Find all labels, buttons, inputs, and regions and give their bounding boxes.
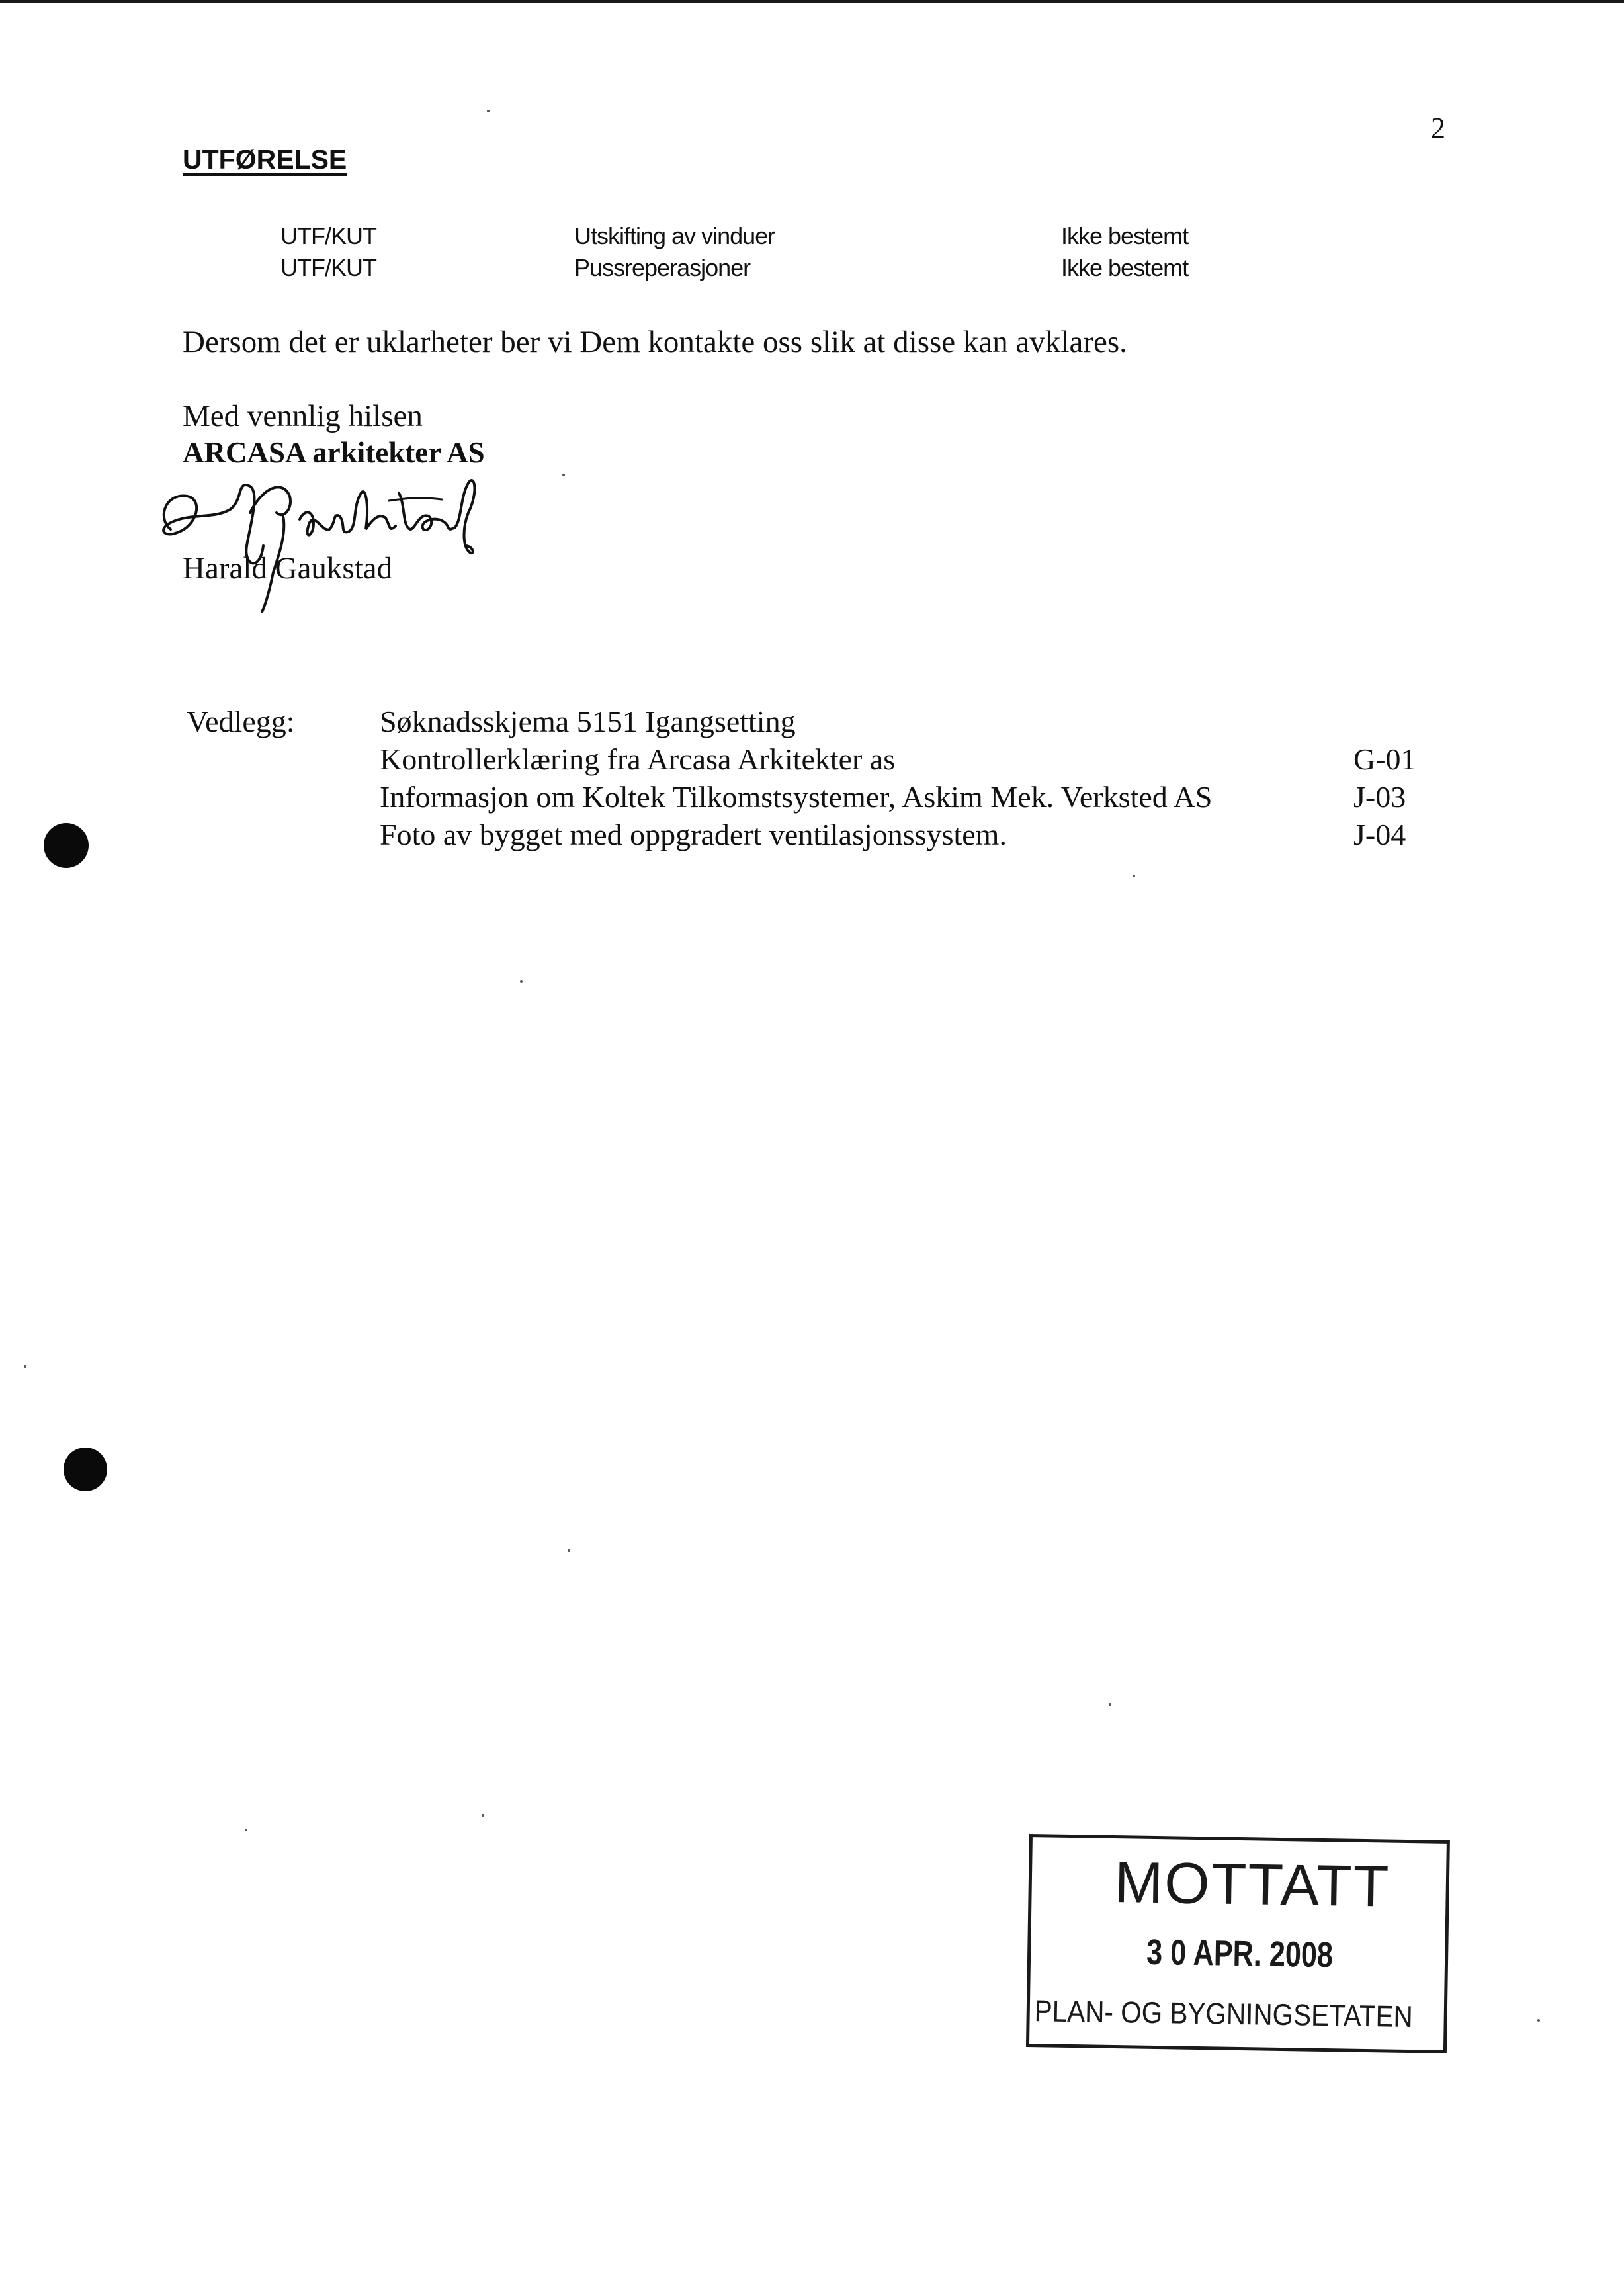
scan-speck (245, 1829, 247, 1831)
scan-speck (1133, 875, 1135, 877)
stamp-title: MOTTATT (1114, 1849, 1391, 1919)
punch-hole-icon (64, 1448, 107, 1491)
scan-speck (482, 1814, 484, 1817)
attachment-code: J-04 (1353, 818, 1406, 851)
attachment-item: Søknadsskjema 5151 Igangsetting (380, 705, 796, 738)
punch-hole-icon (44, 823, 89, 868)
scan-speck (520, 980, 523, 983)
top-border-line (0, 0, 1624, 3)
attachment-item: Informasjon om Koltek Tilkomstsystemer, Askim Mek. Verksted AS (380, 780, 1213, 814)
scan-speck (24, 1365, 26, 1368)
company-name: ARCASA arkitekter AS (183, 436, 485, 469)
task-status: Ikke bestemt (1061, 254, 1189, 281)
attachments-label: Vedlegg: (187, 705, 295, 738)
received-stamp (1026, 1834, 1457, 2062)
signature (151, 466, 482, 619)
scan-speck (1109, 1703, 1111, 1706)
task-status: Ikke bestemt (1061, 222, 1189, 249)
attachment-item: Foto av bygget med oppgradert ventilasjonssystem. (380, 818, 1007, 851)
scan-speck (487, 110, 490, 112)
signer-name: Harald Gaukstad (183, 551, 393, 585)
task-code: UTF/KUT (280, 254, 376, 281)
task-description: Pussreperasjoner (574, 254, 751, 281)
page-number: 2 (1431, 112, 1445, 144)
stamp-department: PLAN- OG BYGNINGSETATEN (1034, 1993, 1414, 2034)
body-paragraph: Dersom det er uklarheter ber vi Dem kontakte oss slik at disse kan avklares. (183, 325, 1127, 359)
stamp-date: 3 0 APR. 2008 (1146, 1932, 1334, 1975)
attachment-item: Kontrollerklæring fra Arcasa Arkitekter as (380, 742, 896, 776)
scan-speck (562, 474, 565, 476)
attachment-code: G-01 (1353, 742, 1416, 776)
scan-speck (1537, 2019, 1540, 2022)
scan-speck (568, 1549, 570, 1552)
task-code: UTF/KUT (280, 222, 376, 249)
task-description: Utskifting av vinduer (574, 222, 775, 249)
closing-greeting: Med vennlig hilsen (183, 399, 423, 433)
section-heading: UTFØRELSE (183, 144, 347, 175)
attachment-code: J-03 (1353, 780, 1406, 814)
